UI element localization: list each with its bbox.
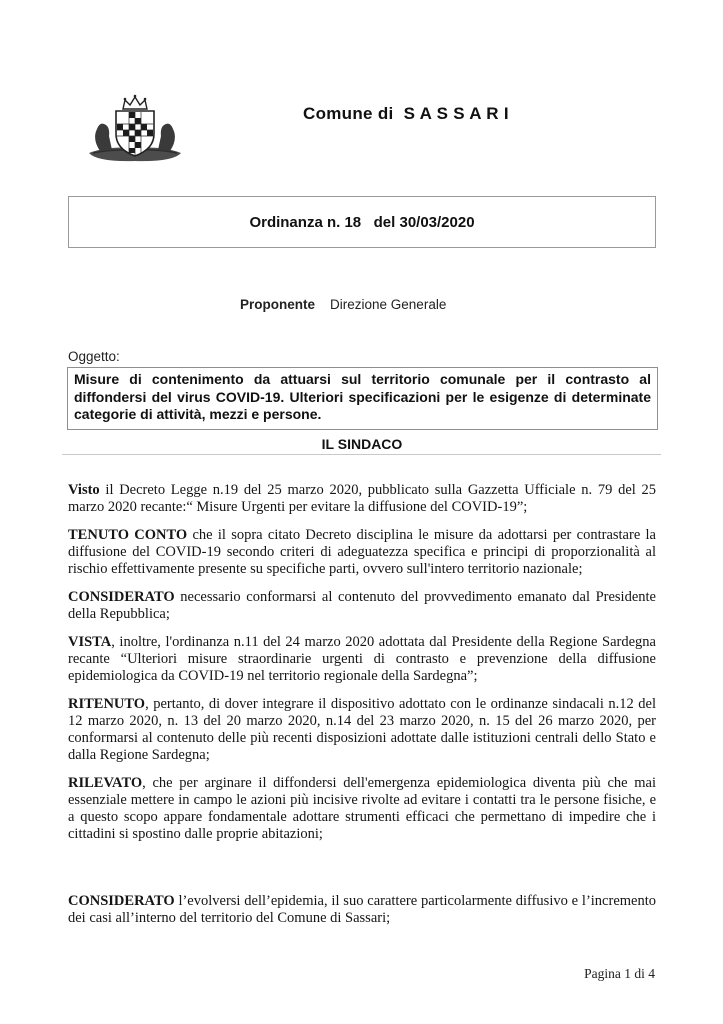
proponente-row [240, 297, 446, 312]
proponente-label: Proponente [240, 297, 316, 312]
section-heading-sindaco: IL SINDACO [321, 436, 403, 452]
ordinance-number-box [68, 196, 656, 248]
paragraph-vista: VISTA, inoltre, l'ordinanza n.11 del 24 marzo 2020 adottata dal Presidente della Regione Sardegna recante “Ulteriori misure straordinarie urgenti di contrasto e prevenzione della diffusione epidemiologica da COVID-19 nel territorio regionale della Sardegna”; [68, 634, 656, 684]
paragraph-considerato-2: CONSIDERATO l’evolversi dell’epidemia, il suo carattere particolarmente diffusivo e l’incremento dei casi all’interno del territorio del Comune di Sassari; [68, 893, 656, 926]
paragraph-rilevato: RILEVATO, che per arginare il diffondersi dell'emergenza epidemiologica diventa più che mai essenziale mettere in campo le azioni più incisive rivolte ad evitare i contatti tra le persone fisiche, e a questo scopo appare fondamentale adottare strumenti efficaci che permettano di impedire che i cittadini si spostino dalle proprie abitazioni; [68, 775, 656, 842]
paragraph-ritenuto: RITENUTO, pertanto, di dover integrare il dispositivo adottato con le ordinanze sindacali n.12 del 12 marzo 2020, n. 13 del 20 marzo 2020, n.14 del 23 marzo 2020, n. 15 del 26 marzo 2020, per conformarsi al contenuto delle più recenti disposizioni adottate dalle istituzioni centrali dello Stato e dalla Regione Sardegna; [68, 696, 656, 763]
page-title: Comune di S A S S A R I [303, 104, 509, 123]
oggetto-label: Oggetto: [68, 349, 120, 364]
page-number: Pagina 1 di 4 [584, 966, 655, 981]
proponente-value: Direzione Generale [330, 297, 447, 312]
ordinance-number-text: Ordinanza n. 18 del 30/03/2020 [249, 213, 475, 231]
paragraph-considerato-1: CONSIDERATO necessario conformarsi al contenuto del provvedimento emanato dal Presidente della Repubblica; [68, 589, 656, 622]
oggetto-box: Misure di contenimento da attuarsi sul territorio comunale per il contrasto al diffondersi del virus COVID-19. Ulteriori specificazioni per le esigenze di determinate categorie di attività, mezzi e persone. [67, 367, 658, 430]
paragraph-tenuto-conto: TENUTO CONTO che il sopra citato Decreto disciplina le misure da adottarsi per contrastare la diffusione del COVID-19 secondo criteri di adeguatezza specifica e principi di proporzionalità al rischio effettivamente presente su specifiche parti, ovvero sull'intero territorio nazionale; [68, 527, 656, 577]
coat-of-arms-icon [85, 92, 185, 168]
horizontal-rule [62, 454, 661, 455]
ordinance-body [68, 482, 656, 938]
paragraph-visto: Visto il Decreto Legge n.19 del 25 marzo 2020, pubblicato sulla Gazzetta Ufficiale n. 79 del 25 marzo 2020 recante:“ Misure Urgenti per evitare la diffusione del COVID-19”; [68, 482, 656, 515]
